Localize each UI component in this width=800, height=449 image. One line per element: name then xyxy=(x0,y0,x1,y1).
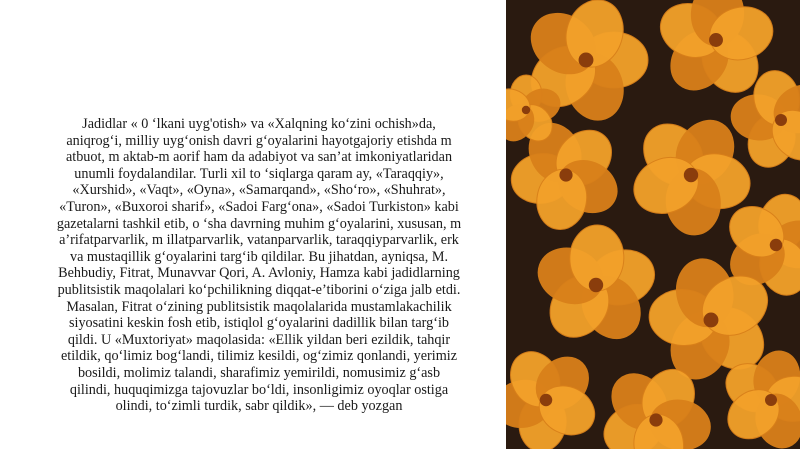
body-line: va mustaqillik g‘oyalarini targ‘ib qildilar. Bu jihatdan, ayniqsa, M. xyxy=(69,248,448,265)
flower-center xyxy=(765,394,777,406)
flower-illustration xyxy=(506,0,800,449)
flower-center xyxy=(540,394,552,406)
flower-center xyxy=(709,33,723,47)
body-line: a’rifatparvarlik, m illatparvarlik, vatanparvarlik, taraqqiyparvarlik, erk xyxy=(59,232,459,249)
flower-center xyxy=(589,278,603,292)
flower-center xyxy=(649,413,662,426)
flower xyxy=(530,224,661,350)
body-line: unumli foydalandilar. Turli xil to ‘siqlarga qaram ay, «Taraqqiy», xyxy=(74,165,444,182)
flower-center xyxy=(775,114,787,126)
flower-center xyxy=(579,53,594,68)
body-line: qildi. U «Muxtoriyat» maqolasida: «Ellik yildan beri ezildik, tahqir xyxy=(67,331,451,348)
body-line: bosildi, molimiz talandi, sharafimiz yemirildi, nomusimiz g‘asb xyxy=(77,364,441,381)
flower-center xyxy=(559,168,572,181)
body-line: siyosatini keskin fosh etib, istiqlol g‘oyalarini dadillik bilan targ‘ib xyxy=(69,315,449,332)
body-text xyxy=(14,116,504,415)
body-line: etildik, qo‘limiz bog‘landi, tilimiz kesildi, og‘zimiz qonlandi, yerimiz xyxy=(61,348,457,365)
body-line: «Xurshid», «Vaqt», «Oyna», «Samarqand», «Sho‘ro», «Shuhrat», xyxy=(72,182,446,199)
body-line: atbuot, m aktab-m aorif ham da adabiyot va san’at imkoniyatlaridan xyxy=(65,149,453,166)
flower-center xyxy=(684,168,698,182)
body-line: gazetalarni tashkil etib, o ‘sha davrning muhim g‘oyalarini, xususan, m xyxy=(56,215,462,232)
body-line: qilindi, huquqimizga tajovuzlar bo‘ldi, insonligimiz oyoqlar ostiga xyxy=(69,381,449,398)
body-line: Behbudiy, Fitrat, Munavvar Qori, A. Avloniy, Hamza kabi jadidlarning xyxy=(58,265,460,282)
body-line: aniqrog‘i, milliy uyg‘onish davri g‘oyalarini hayotgajoriy etishda m xyxy=(66,132,452,149)
body-line: olindi, to‘zimli turdik, sabr qildik», — deb yozgan xyxy=(115,398,403,415)
body-line: publitsistik maqolalari ko‘pchilikning diqqat-e’tiborini o‘ziga jalb etdi. xyxy=(57,281,461,298)
flower-center xyxy=(704,313,719,328)
body-line: Masalan, Fitrat o‘zining publitsistik maqolalarida mustamlakachilik xyxy=(66,298,452,315)
body-line: «Turon», «Buxoroi sharif», «Sadoi Farg‘ona», «Sadoi Turkiston» kabi xyxy=(59,198,459,215)
flower-center xyxy=(770,239,782,251)
flower-center xyxy=(522,106,530,114)
flower-photo xyxy=(506,0,800,449)
body-line: Jadidlar « 0 ‘lkani uyg'otish» va «Xalqning ko‘zini ochish»da, xyxy=(82,116,436,132)
flower xyxy=(506,343,603,449)
